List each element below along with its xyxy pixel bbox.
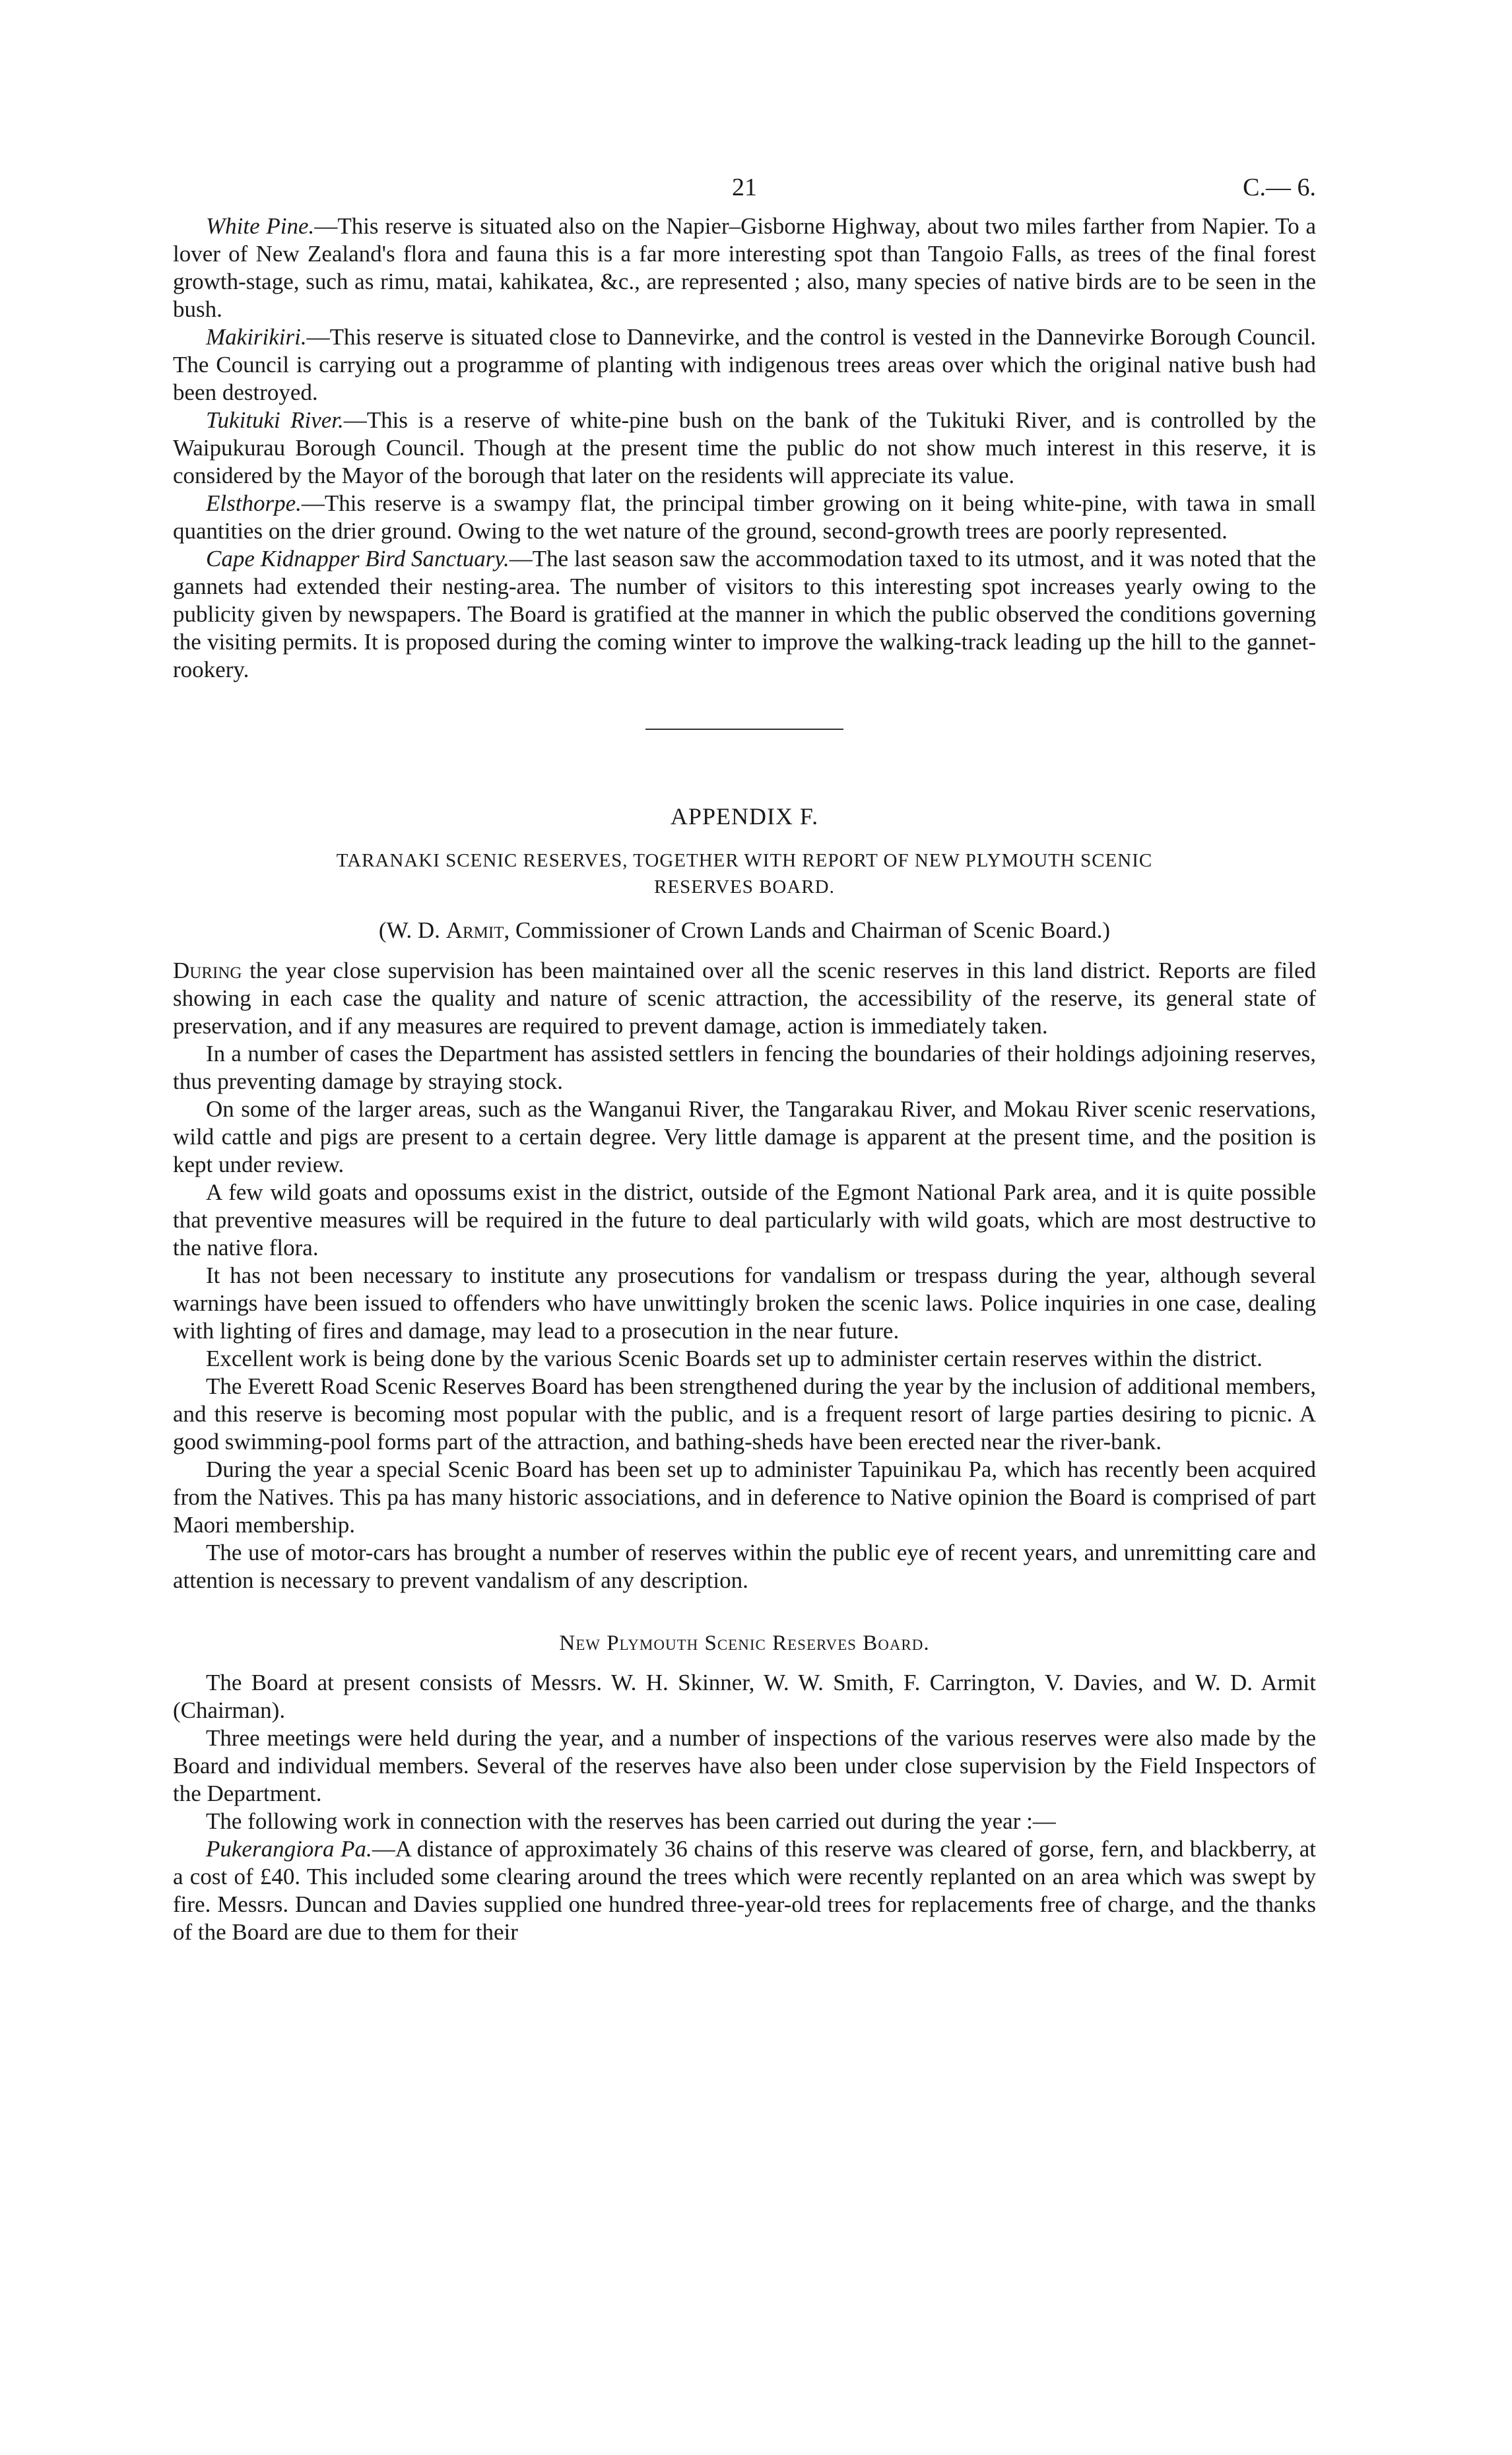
author-line bbox=[173, 916, 1316, 945]
reserve-title: Makirikiri. bbox=[206, 324, 307, 350]
appendix-paragraph: On some of the larger areas, such as the Wanganui River, the Tangarakau River, and Mokau River scenic reservations, wild cattle and pigs are present to a certain degree. Very little damage is apparent at the present time, and the position is kept under review. bbox=[173, 1096, 1316, 1177]
reserve-text: —This reserve is situated also on the Napier–Gisborne Highway, about two miles farther from Napier. To a lover of New Zealand's flora and fauna this is a far more interesting spot than Tangoio Falls, as trees of the final forest growth-stage, such as rimu, matai, kahikatea, &c., are represented ; also, many species of native birds are to be seen in the bush. bbox=[173, 213, 1316, 322]
appendix-paragraph: The Everett Road Scenic Reserves Board has been strengthened during the year by the inclusion of additional members, and this reserve is becoming most popular with the public, and is a frequent resort of large parties desiring to picnic. A good swimming-pool forms part of the attraction, and bathing-sheds have been erected near the river-bank. bbox=[173, 1373, 1316, 1455]
paragraph-pukerangiora-pa bbox=[173, 1835, 1316, 1946]
paragraph-elsthorpe bbox=[173, 490, 1316, 545]
author-name: Armit bbox=[445, 917, 504, 943]
paragraph-cape-kidnapper bbox=[173, 545, 1316, 684]
board-paragraph: The following work in connection with the reserves has been carried out during the year :— bbox=[206, 1808, 1056, 1834]
reserve-title: Elsthorpe. bbox=[206, 490, 302, 516]
board-section-body bbox=[173, 1669, 1316, 1946]
paragraph-tukituki-river bbox=[173, 407, 1316, 490]
reserve-text: —This reserve is a swampy flat, the principal timber growing on it being white-pine, with tawa in small quantities on the drier ground. Owing to the wet nature of the ground, second-growth trees are poorly represented. bbox=[173, 490, 1316, 544]
appendix-paragraph: It has not been necessary to institute any prosecutions for vandalism or trespass during the year, although several warnings have been issued to offenders who have unwittingly broken the scenic laws. Police inquiries in one case, dealing with lighting of fires and damage, may lead to a prosecution in the near future. bbox=[173, 1262, 1316, 1344]
reserve-text: —This is a reserve of white-pine bush on the bank of the Tukituki River, and is controlled by the Waipukurau Borough Council. Though at the present time the public do not show much interest in this reserve, it is considered by the Mayor of the borough that later on the residents will appreciate its value. bbox=[173, 407, 1316, 488]
appendix-paragraph: The use of motor-cars has brought a number of reserves within the public eye of recent years, and unremitting care and attention is necessary to prevent vandalism of any description. bbox=[173, 1540, 1316, 1593]
author-open: (W. D. bbox=[378, 917, 446, 943]
appendix-body bbox=[173, 957, 1316, 1594]
document-page bbox=[173, 173, 1316, 1946]
reserve-text: —This reserve is situated close to Dannevirke, and the control is vested in the Dannevirke Borough Council. The Council is carrying out a programme of planting with indigenous trees areas over which the original native bush had been destroyed. bbox=[173, 324, 1316, 405]
paragraph-makirikiri bbox=[173, 323, 1316, 407]
document-code: C.— 6. bbox=[1243, 174, 1316, 201]
board-section-heading: New Plymouth Scenic Reserves Board. bbox=[559, 1631, 930, 1655]
appendix-paragraph: In a number of cases the Department has assisted settlers in fencing the boundaries of their holdings adjoining reserves, thus preventing damage by straying stock. bbox=[173, 1041, 1316, 1094]
reserve-text: —A distance of approximately 36 chains of this reserve was cleared of gorse, fern, and blackberry, at a cost of £40. This included some clearing around the trees which were recently replanted on an area which was swept by fire. Messrs. Duncan and Davies supplied one hundred three-year-old trees for replacements free of charge, and the thanks of the Board are due to them for their bbox=[173, 1836, 1317, 1945]
author-rest: , Commissioner of Crown Lands and Chairman of Scenic Board.) bbox=[504, 917, 1111, 943]
board-paragraph: The Board at present consists of Messrs. W. H. Skinner, W. W. Smith, F. Carrington, V. Davies, and W. D. Armit (Chairman). bbox=[173, 1670, 1316, 1723]
section-divider bbox=[645, 729, 843, 730]
intro-section bbox=[173, 213, 1316, 684]
appendix-title: APPENDIX F. bbox=[670, 803, 819, 830]
board-paragraph: Three meetings were held during the year, and a number of inspections of the various reserves were also made by the Board and individual members. Several of the reserves have also been under close supervision by the Field Inspectors of the Department. bbox=[173, 1725, 1316, 1806]
reserve-title: White Pine. bbox=[206, 213, 315, 239]
appendix-paragraph: A few wild goats and opossums exist in the district, outside of the Egmont National Park area, and it is quite possible that preventive measures will be required in the future to deal particularly with wild goats, which are most destructive to the native flora. bbox=[173, 1179, 1316, 1260]
appendix-first-paragraph bbox=[173, 957, 1316, 1040]
appendix-subtitle: TARANAKI SCENIC RESERVES, TOGETHER WITH REPORT OF NEW PLYMOUTH SCENIC RESERVES BOARD. bbox=[336, 850, 1153, 898]
page-header bbox=[173, 173, 1316, 213]
reserve-title: Pukerangiora Pa. bbox=[206, 1836, 372, 1862]
reserve-title: Cape Kidnapper Bird Sanctuary. bbox=[206, 546, 509, 572]
appendix-paragraph: Excellent work is being done by the various Scenic Boards set up to administer certain reserves within the district. bbox=[206, 1346, 1263, 1371]
paragraph-white-pine bbox=[173, 213, 1316, 323]
first-word: During bbox=[173, 958, 242, 983]
reserve-title: Tukituki River. bbox=[206, 407, 344, 433]
appendix-paragraph: During the year a special Scenic Board has been set up to administer Tapuinikau Pa, which has recently been acquired from the Natives. This pa has many historic associations, and in deference to Native opinion the Board is comprised of part Maori membership. bbox=[173, 1457, 1316, 1538]
reserve-text: —The last season saw the accommodation taxed to its utmost, and it was noted that the gannets had extended their nesting-area. The number of visitors to this interesting spot increases yearly owing to the publicity given by newspapers. The Board is gratified at the manner in which the public observed the conditions governing the visiting permits. It is proposed during the coming winter to improve the walking-track leading up the hill to the gannet-rookery. bbox=[173, 546, 1316, 682]
page-number: 21 bbox=[732, 174, 757, 201]
first-paragraph-text: the year close supervision has been maintained over all the scenic reserves in this land district. Reports are filed showing in each case the quality and nature of scenic attraction, the accessibility of the reserve, its general state of preservation, and if any measures are required to prevent damage, action is immediately taken. bbox=[173, 958, 1316, 1039]
